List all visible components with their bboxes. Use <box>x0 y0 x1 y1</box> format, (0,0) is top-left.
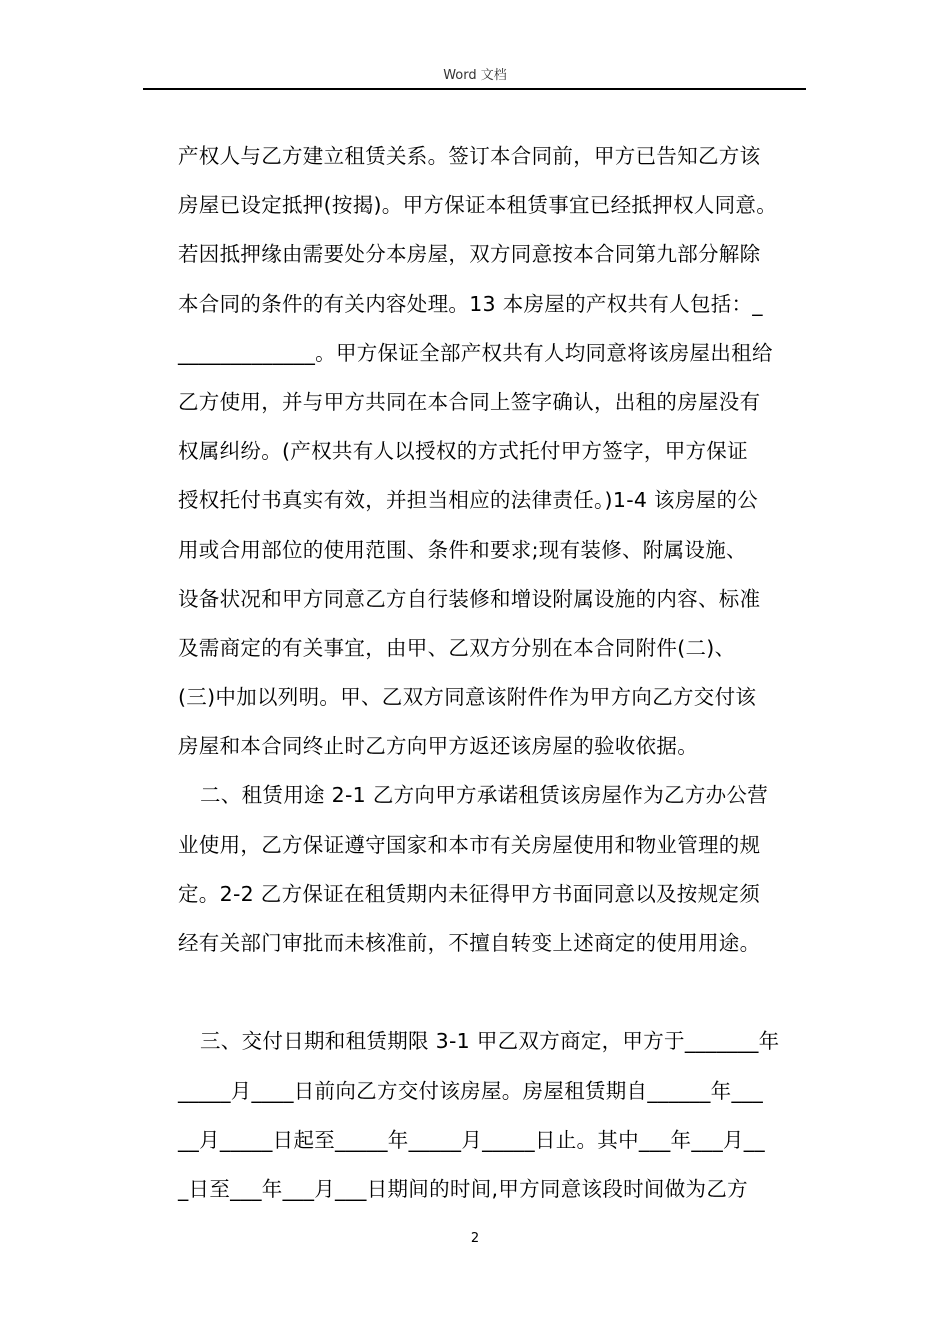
page-header-title: Word 文档 <box>443 68 507 83</box>
header-divider <box>143 88 806 90</box>
document-body <box>178 132 818 1214</box>
section-heading-line: 二、租赁用途 2-1 乙方向甲方承诺租赁该房屋作为乙方办公营 <box>200 783 769 808</box>
body-line: 设备状况和甲方同意乙方自行装修和增设附属设施的内容、标准 <box>178 586 761 611</box>
body-line: 权属纠纷。(产权共有人以授权的方式托付甲方签字，甲方保证 <box>178 439 748 464</box>
body-line: _日至___年___月___日期间的时间,甲方同意该段时间做为乙方 <box>178 1176 748 1201</box>
page-number: 2 <box>470 1231 480 1246</box>
body-line: 授权托付书真实有效，并担当相应的法律责任。)1-4 该房屋的公 <box>178 488 759 513</box>
body-line: 产权人与乙方建立租赁关系。签订本合同前，甲方已告知乙方该 <box>178 144 761 168</box>
body-line: _____________。甲方保证全部产权共有人均同意将该房屋出租给 <box>178 340 773 365</box>
body-line: 经有关部门审批而未核准前，不擅自转变上述商定的使用用途。 <box>178 931 761 955</box>
section-heading-line: 三、交付日期和租赁期限 3-1 甲乙双方商定，甲方于_______年 <box>200 1029 780 1054</box>
body-line: 及需商定的有关事宜，由甲、乙双方分别在本合同附件(二)、 <box>178 635 736 660</box>
body-line: __月_____日起至_____年_____月_____日止。其中___年___月__ <box>178 1127 765 1152</box>
body-line: 业使用，乙方保证遵守国家和本市有关房屋使用和物业管理的规 <box>178 832 761 857</box>
body-line: (三)中加以列明。甲、乙双方同意该附件作为甲方向乙方交付该 <box>178 685 757 710</box>
paragraph-spacer <box>178 968 818 1017</box>
body-line: 房屋和本合同终止时乙方向甲方返还该房屋的验收依据。 <box>178 734 698 759</box>
body-line: _____月____日前向乙方交付该房屋。房屋租赁期自______年___ <box>178 1078 764 1103</box>
body-line: 乙方使用，并与甲方共同在本合同上签字确认，出租的房屋没有 <box>178 389 761 414</box>
body-line: 定。2-2 乙方保证在租赁期内未征得甲方书面同意以及按规定须 <box>178 881 760 906</box>
body-line: 房屋已设定抵押(按揭)。甲方保证本租赁事宜已经抵押权人同意。 <box>178 193 777 218</box>
body-line: 本合同的条件的有关内容处理。13 本房屋的产权共有人包括：_ <box>178 291 763 316</box>
body-line: 用或合用部位的使用范围、条件和要求;现有装修、附属设施、 <box>178 537 747 562</box>
body-line: 若因抵押缘由需要处分本房屋，双方同意按本合同第九部分解除 <box>178 242 761 267</box>
